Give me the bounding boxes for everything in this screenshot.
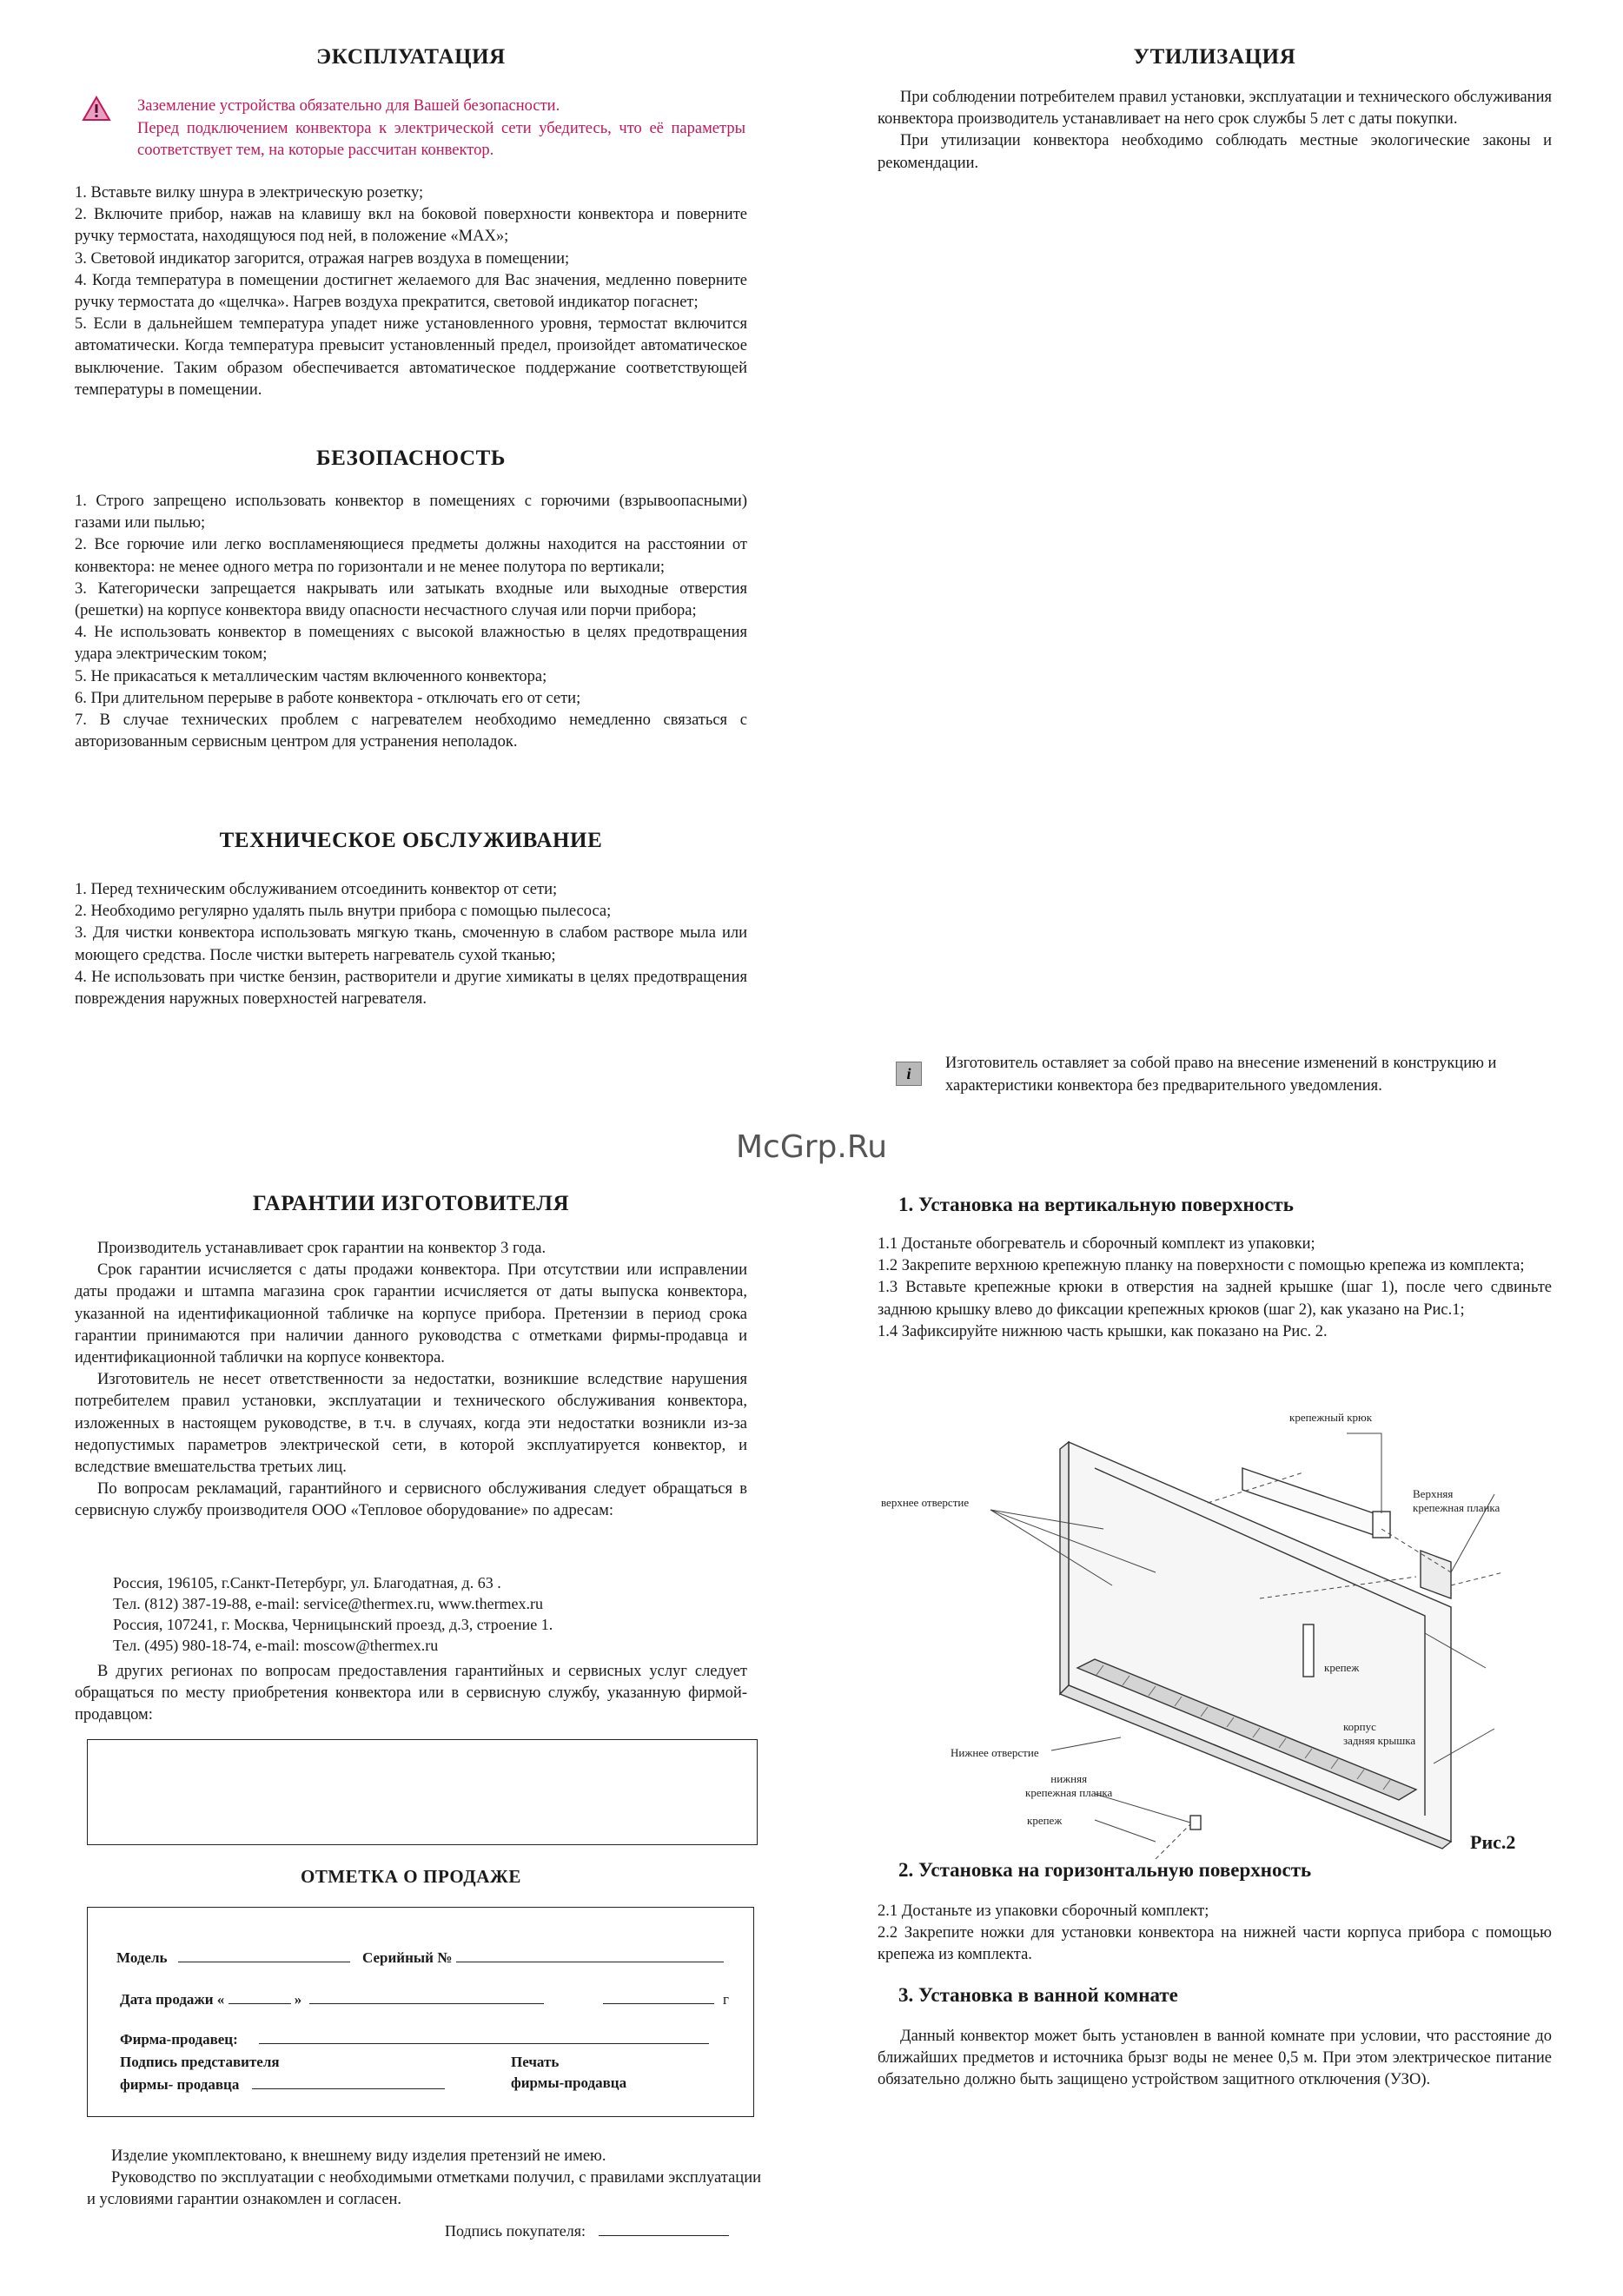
notice-text: Изготовитель оставляет за собой право на внесение изменений в конструкцию и характеристики конвектора без предварительного уведомления. — [945, 1055, 1497, 1095]
section-title-sale: ОТМЕТКА О ПРОДАЖЕ — [300, 1866, 522, 1887]
watermark: McGrp.Ru — [735, 1129, 888, 1165]
safety-list — [75, 491, 747, 753]
label-fastener: крепеж — [1324, 1661, 1360, 1674]
serial-label: Серийный № — [362, 1949, 453, 1966]
exploitation-steps — [75, 182, 747, 401]
address-line: Тел. (495) 980-18-74, e-mail: moscow@thermex.ru — [113, 1637, 439, 1654]
date-year-field[interactable] — [603, 1988, 714, 2004]
list-item: 1.4 Зафиксируйте нижнюю часть крышки, как показано на Рис. 2. — [878, 1322, 1328, 1340]
acceptance-text — [87, 2146, 761, 2212]
seller-field[interactable] — [259, 2028, 709, 2044]
list-item: 2.2 Закрепите ножки для установки конвектора на нижней части корпуса прибора с помощью крепежа из комплекта. — [878, 1924, 1552, 1964]
list-item: 4. Не использовать конвектор в помещениях с высокой влажностью в целях предотвращения удара электрическим током; — [75, 624, 747, 664]
address-line: Россия, 107241, г. Москва, Черницынский проезд, д.3, строение 1. — [113, 1616, 553, 1633]
rep-signature-field[interactable] — [252, 2073, 445, 2089]
list-item: 4. Не использовать при чистке бензин, растворители и другие химикаты в целях предотвращения повреждения наружных поверхностей нагревателя. — [75, 968, 747, 1009]
list-item: 1. Вставьте вилку шнура в электрическую розетку; — [75, 184, 424, 202]
list-item: 6. При длительном перерыве в работе конвектора - отключать его от сети; — [75, 689, 581, 707]
acceptance-line-1: Изделие укомплектовано, к внешнему виду изделия претензий не имею. — [111, 2147, 606, 2165]
label-top-bar — [1413, 1487, 1500, 1515]
list-item: 3. Категорически запрещается накрывать или затыкать входные или выходные отверстия (решетки) на корпусе конвектора ввиду опасности несчастного случая или порчи прибора; — [75, 579, 747, 620]
list-item: 1.1 Достаньте обогреватель и сборочный комплект из упаковки; — [878, 1235, 1315, 1253]
manufacturer-notice — [945, 1053, 1553, 1097]
list-item: 4. Когда температура в помещении достигнет желаемого для Вас значения, медленно поверните ручку термостата до «щелчка». Нагрев воздуха прекратится, световой индикатор погаснет; — [75, 271, 747, 312]
date-row — [120, 1988, 729, 2008]
convector-outline — [1060, 1442, 1451, 1859]
section-title-maintenance: ТЕХНИЧЕСКОЕ ОБСЛУЖИВАНИЕ — [219, 829, 603, 852]
paragraph: В других регионах по вопросам предоставления гарантийных и сервисных услуг следует обращаться по месту приобретения конвектора или в сервисную службу, указанную фирмой-продавцом: — [75, 1663, 747, 1724]
service-addresses — [113, 1572, 721, 1656]
list-item: 2. Все горючие или легко воспламеняющиеся предметы должны находится на расстоянии от конвектора: не менее одного метра по горизонтали и не менее полутора по вертикали; — [75, 536, 747, 576]
disposal-text — [878, 87, 1552, 175]
list-item: 2.1 Достаньте из упаковки сборочный комплект; — [878, 1902, 1209, 1920]
paragraph: Производитель устанавливает срок гарантии на конвектор 3 года. — [97, 1240, 547, 1257]
list-item: 5. Не прикасаться к металлическим частям включенного конвектора; — [75, 667, 547, 685]
seller-row — [120, 2028, 709, 2048]
section-title-disposal: УТИЛИЗАЦИЯ — [1133, 45, 1296, 69]
serial-field[interactable] — [456, 1946, 724, 1962]
wall-mount-diagram — [895, 1407, 1564, 1859]
date-day-field[interactable] — [229, 1988, 291, 2004]
vertical-install-list — [878, 1234, 1552, 1343]
label-fastener-bottom: крепеж — [1027, 1814, 1063, 1827]
representative-signature — [120, 2052, 445, 2095]
horizontal-install-list — [878, 1901, 1552, 1967]
regions-text — [75, 1661, 747, 1727]
list-item: 7. В случае технических проблем с нагревателем необходимо немедленно связаться с авторизованным сервисным центром для устранения неполадок. — [75, 711, 747, 751]
label-bottom-bar — [1025, 1772, 1112, 1800]
paragraph: Срок гарантии исчисляется с даты продажи конвектора. При отсутствии или исправлении даты продажи и штампа магазина срок гарантии исчисляется от даты выпуска конвектора, указанной на идентификационной табличке на корпусе прибора. Претензии в период срока гарантии принимаются при наличии данного руководства с отметками фирмы-продавца и идентификационной таблички на корпусе конвектора. — [75, 1261, 747, 1367]
model-label: Модель — [116, 1949, 168, 1966]
paragraph: Изготовитель не несет ответственности за недостатки, возникшие вследствие нарушения потребителем правил установки, эксплуатации и технического обслуживания конвектора, изложенных в настоящем руководстве, в т.ч. в случаях, когда эти недостатки возникли из-за недопустимых параметров электрической сети, в которой эксплуатируется конвектор, и вследствие вмешательства третьих лиц. — [75, 1371, 747, 1477]
section-title-bathroom: 3. Установка в ванной комнате — [898, 1984, 1178, 2006]
label-body — [1343, 1720, 1415, 1748]
rep-label-2: фирмы- продавца — [120, 2076, 240, 2093]
paragraph: При утилизации конвектора необходимо соблюдать местные экологические законы и рекомендации. — [878, 132, 1552, 172]
acceptance-line-2: Руководство по эксплуатации с необходимыми отметками получил, с правилами эксплуатации и условиями гарантии ознакомлен и согласен. — [87, 2169, 761, 2209]
section-title-safety: БЕЗОПАСНОСТЬ — [315, 447, 507, 470]
warranty-text — [75, 1238, 747, 1523]
warning-line: Заземление устройства обязательно для Вашей безопасности. — [137, 97, 560, 115]
model-field[interactable] — [178, 1946, 350, 1962]
buyer-signature-field[interactable] — [599, 2220, 729, 2236]
warning-triangle-icon — [82, 96, 111, 122]
list-item: 2. Включите прибор, нажав на клавишу вкл на боковой поверхности конвектора и поверните ручку термостата, находящуюся под ней, в положение «MAX»; — [75, 206, 747, 246]
stamp-label-2: фирмы-продавца — [511, 2074, 627, 2091]
section-title-exploitation: ЭКСПЛУАТАЦИЯ — [316, 45, 506, 69]
address-line: Россия, 196105, г.Санкт-Петербург, ул. Благодатная, д. 63 . — [113, 1574, 501, 1591]
model-row — [116, 1946, 724, 1967]
paragraph: При соблюдении потребителем правил установки, эксплуатации и технического обслуживания конвектора производитель устанавливает на него срок службы 5 лет с даты покупки. — [878, 89, 1552, 129]
figure-caption: Рис.2 — [1470, 1831, 1516, 1853]
label-bottom-bar-2: крепежная планка — [1025, 1786, 1113, 1799]
section-title-warranty: ГАРАНТИИ ИЗГОТОВИТЕЛЯ — [252, 1192, 570, 1215]
address-line: Тел. (812) 387-19-88, e-mail: service@thermex.ru, www.thermex.ru — [113, 1595, 544, 1612]
warning-line: Перед подключением конвектора к электрической сети убедитесь, что её параметры соответствует тем, на которые рассчитан конвектор. — [137, 119, 745, 159]
paragraph: Данный конвектор может быть установлен в ванной комнате при условии, что расстояние до ближайших предметов и источника брызг воды не менее 0,5 м. При этом электрическое питание обязательно должно быть защищено устройством защитного отключения (УЗО). — [878, 2028, 1552, 2089]
stamp-label-1: Печать — [511, 2054, 560, 2070]
label-top-bar-2: крепежная планка — [1413, 1501, 1500, 1514]
section-title-vertical: 1. Установка на вертикальную поверхность — [898, 1194, 1294, 1215]
info-icon: i — [896, 1062, 922, 1086]
section-title-horizontal: 2. Установка на горизонтальную поверхность — [898, 1859, 1312, 1881]
list-item: 1. Перед техническим обслуживанием отсоединить конвектор от сети; — [75, 881, 558, 898]
date-quote: » — [294, 1991, 302, 2008]
seller-info-box[interactable] — [87, 1739, 758, 1845]
list-item: 2. Необходимо регулярно удалять пыль внутри прибора с помощью пылесоса; — [75, 903, 612, 921]
seller-stamp — [511, 2052, 626, 2094]
label-top-hole: верхнее отверстие — [881, 1496, 970, 1509]
date-label: Дата продажи « — [120, 1991, 225, 2008]
buyer-signature-label: Подпись покупателя: — [445, 2222, 586, 2240]
rep-label-1: Подпись представителя — [120, 2054, 280, 2070]
list-item: 1.2 Закрепите верхнюю крепежную планку на поверхности с помощью крепежа из комплекта; — [878, 1257, 1525, 1275]
label-hook: крепежный крюк — [1289, 1411, 1373, 1424]
year-suffix: г — [723, 1991, 730, 2008]
list-item: 3. Световой индикатор загорится, отражая нагрев воздуха в помещении; — [75, 249, 570, 268]
grounding-warning — [137, 96, 745, 162]
list-item: 1. Строго запрещено использовать конвектор в помещениях с горючими (взрывоопасными) газами или пылью; — [75, 493, 747, 533]
label-bottom-bar-1: нижняя — [1050, 1772, 1088, 1785]
list-item: 1.3 Вставьте крепежные крюки в отверстия на задней крышке (шаг 1), после чего сдвиньте заднюю крышку влево до фиксации крепежных крюков (шаг 2), как указано на Рис.1; — [878, 1279, 1552, 1319]
label-bottom-hole: Нижнее отверстие — [951, 1746, 1039, 1759]
label-body-2: задняя крышка — [1343, 1734, 1416, 1747]
date-month-field[interactable] — [309, 1988, 544, 2004]
seller-label: Фирма-продавец: — [120, 2031, 238, 2048]
list-item: 3. Для чистки конвектора использовать мягкую ткань, смоченную в слабом растворе мыла или моющего средства. После чистки вытереть нагреватель сухой тканью; — [75, 924, 747, 964]
paragraph: По вопросам рекламаций, гарантийного и сервисного обслуживания следует обращаться в сервисную службу производителя ООО «Тепловое оборудование» по адресам: — [75, 1480, 747, 1520]
label-top-bar-1: Верхняя — [1413, 1487, 1454, 1500]
buyer-signature-row — [445, 2220, 729, 2240]
label-body-1: корпус — [1343, 1720, 1376, 1733]
list-item: 5. Если в дальнейшем температура упадет ниже установленного уровня, термостат включится автоматически. Когда температура превысит установленный предел, произойдет автоматическое выключение. Таким образом обеспечивается автоматическое поддержание соответствующей температуры в помещении. — [75, 315, 747, 399]
maintenance-list — [75, 879, 747, 1010]
bathroom-text — [878, 2026, 1552, 2092]
